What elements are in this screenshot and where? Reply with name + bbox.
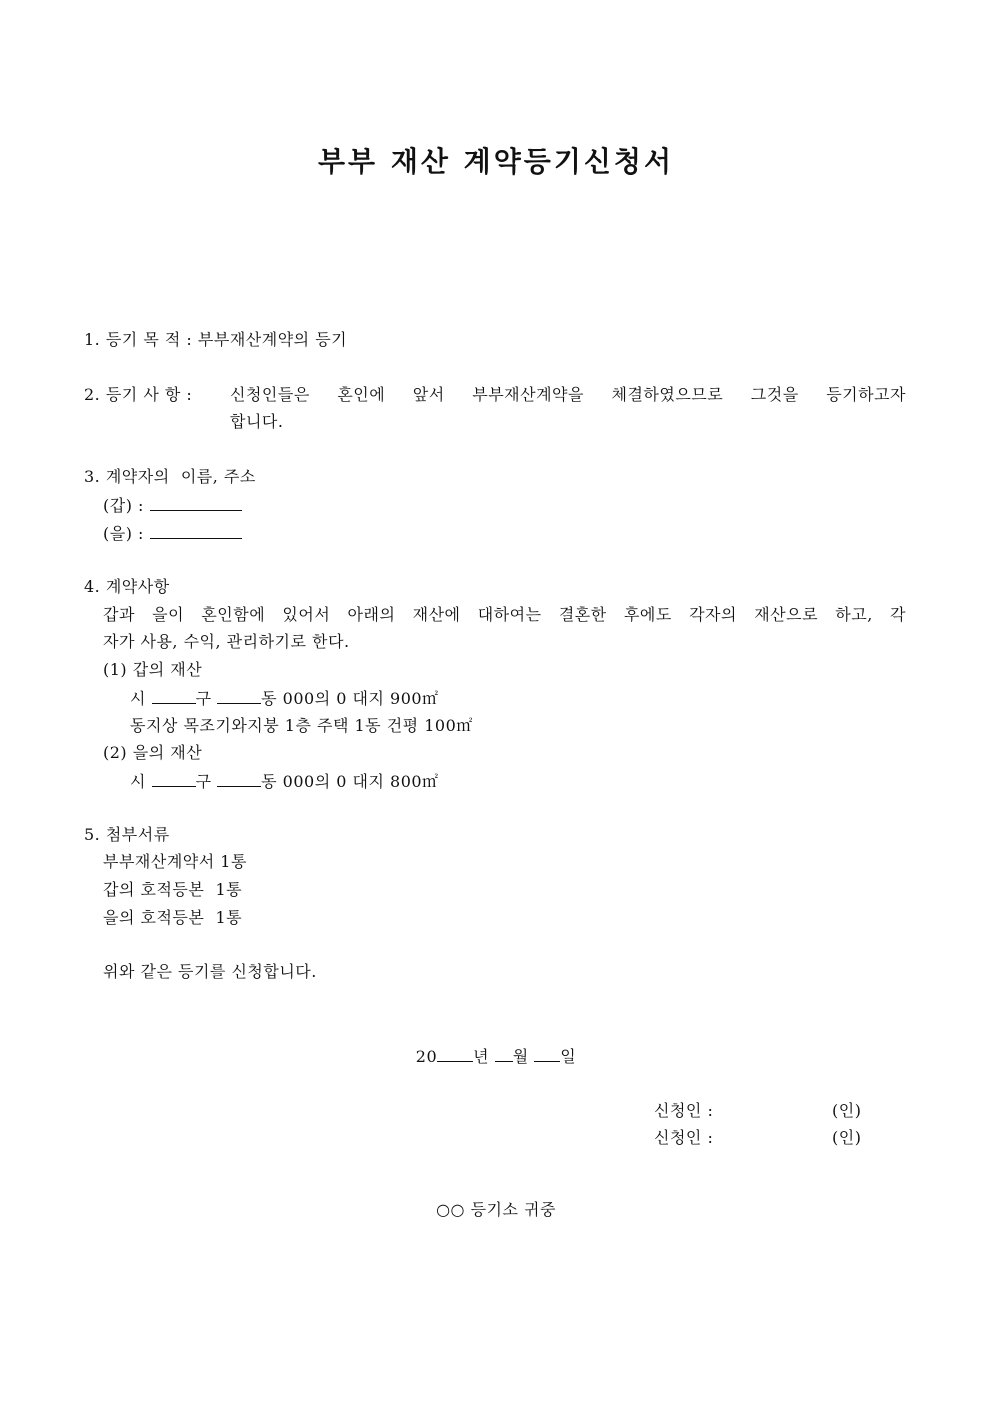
sub-1-gu-blank bbox=[217, 688, 261, 704]
attachment-item: 부부재산계약서 1통 bbox=[103, 852, 247, 871]
section-1-value: 부부재산계약의 등기 bbox=[197, 330, 348, 349]
applicant-label: 신청인 : bbox=[654, 1101, 714, 1120]
party-a-row bbox=[103, 495, 242, 516]
section-2-label: 2. 등기 사 항 : bbox=[84, 385, 193, 404]
sub-2-si: 시 bbox=[130, 772, 146, 791]
addressee: ○○ 등기소 귀중 bbox=[436, 1200, 556, 1219]
sub-1-si: 시 bbox=[130, 689, 146, 708]
section-3-heading: 3. 계약자의 이름, 주소 bbox=[84, 467, 256, 486]
sub-2-gu: 구 bbox=[195, 772, 212, 791]
party-b-row bbox=[103, 523, 242, 544]
sub-2-gu-blank bbox=[217, 771, 261, 787]
sub-1-address bbox=[130, 688, 439, 709]
section-4-para-line-2: 자가 사용, 수익, 관리하기로 한다. bbox=[103, 632, 350, 651]
date-day-label: 일 bbox=[560, 1047, 577, 1066]
attachment-item: 을의 호적등본 1통 bbox=[103, 908, 243, 927]
sub-2-address bbox=[130, 771, 439, 792]
date-year-label: 년 bbox=[473, 1047, 490, 1066]
applicant-seal: (인) bbox=[832, 1101, 862, 1120]
sub-1-si-blank bbox=[152, 688, 196, 704]
section-4-heading: 4. 계약사항 bbox=[84, 577, 170, 596]
party-a-label: (갑) : bbox=[103, 496, 144, 515]
section-1-label: 1. 등기 목 적 : bbox=[84, 330, 193, 349]
date-month-label: 월 bbox=[512, 1047, 529, 1066]
section-2-line-1: 신청인들은 혼인에 앞서 부부재산계약을 체결하였으므로 그것을 등기하고자 bbox=[230, 385, 906, 404]
section-1 bbox=[84, 330, 347, 350]
section-5-heading: 5. 첨부서류 bbox=[84, 825, 170, 844]
applicant-label: 신청인 : bbox=[654, 1128, 714, 1147]
date-year-prefix: 20 bbox=[415, 1047, 438, 1066]
date-day-blank bbox=[534, 1046, 560, 1062]
date-line bbox=[0, 1046, 992, 1067]
sub-2-rest: 동 000의 0 대지 800㎡ bbox=[261, 772, 439, 791]
applicant-seal: (인) bbox=[832, 1128, 862, 1147]
sub-2-heading: (2) 을의 재산 bbox=[103, 743, 203, 762]
attachment-item: 갑의 호적등본 1통 bbox=[103, 880, 243, 899]
closing-statement: 위와 같은 등기를 신청합니다. bbox=[103, 962, 317, 981]
party-a-blank bbox=[150, 495, 242, 511]
sub-1-rest: 동 000의 0 대지 900㎡ bbox=[261, 689, 439, 708]
date-month-blank bbox=[495, 1046, 513, 1062]
sub-2-si-blank bbox=[152, 771, 196, 787]
party-b-label: (을) : bbox=[103, 524, 144, 543]
party-b-blank bbox=[150, 523, 242, 539]
sub-1-gu: 구 bbox=[195, 689, 212, 708]
document-title: 부부 재산 계약등기신청서 bbox=[317, 145, 675, 178]
date-year-blank bbox=[437, 1046, 473, 1062]
sub-1-heading: (1) 갑의 재산 bbox=[103, 660, 203, 679]
section-2-line-2: 합니다. bbox=[230, 412, 284, 431]
section-4-para-line-1: 갑과 을이 혼인함에 있어서 아래의 재산에 대하여는 결혼한 후에도 각자의 재산으로 하고, 각 bbox=[103, 605, 906, 624]
sub-1-building: 동지상 목조기와지붕 1층 주택 1동 건평 100㎡ bbox=[130, 716, 473, 735]
